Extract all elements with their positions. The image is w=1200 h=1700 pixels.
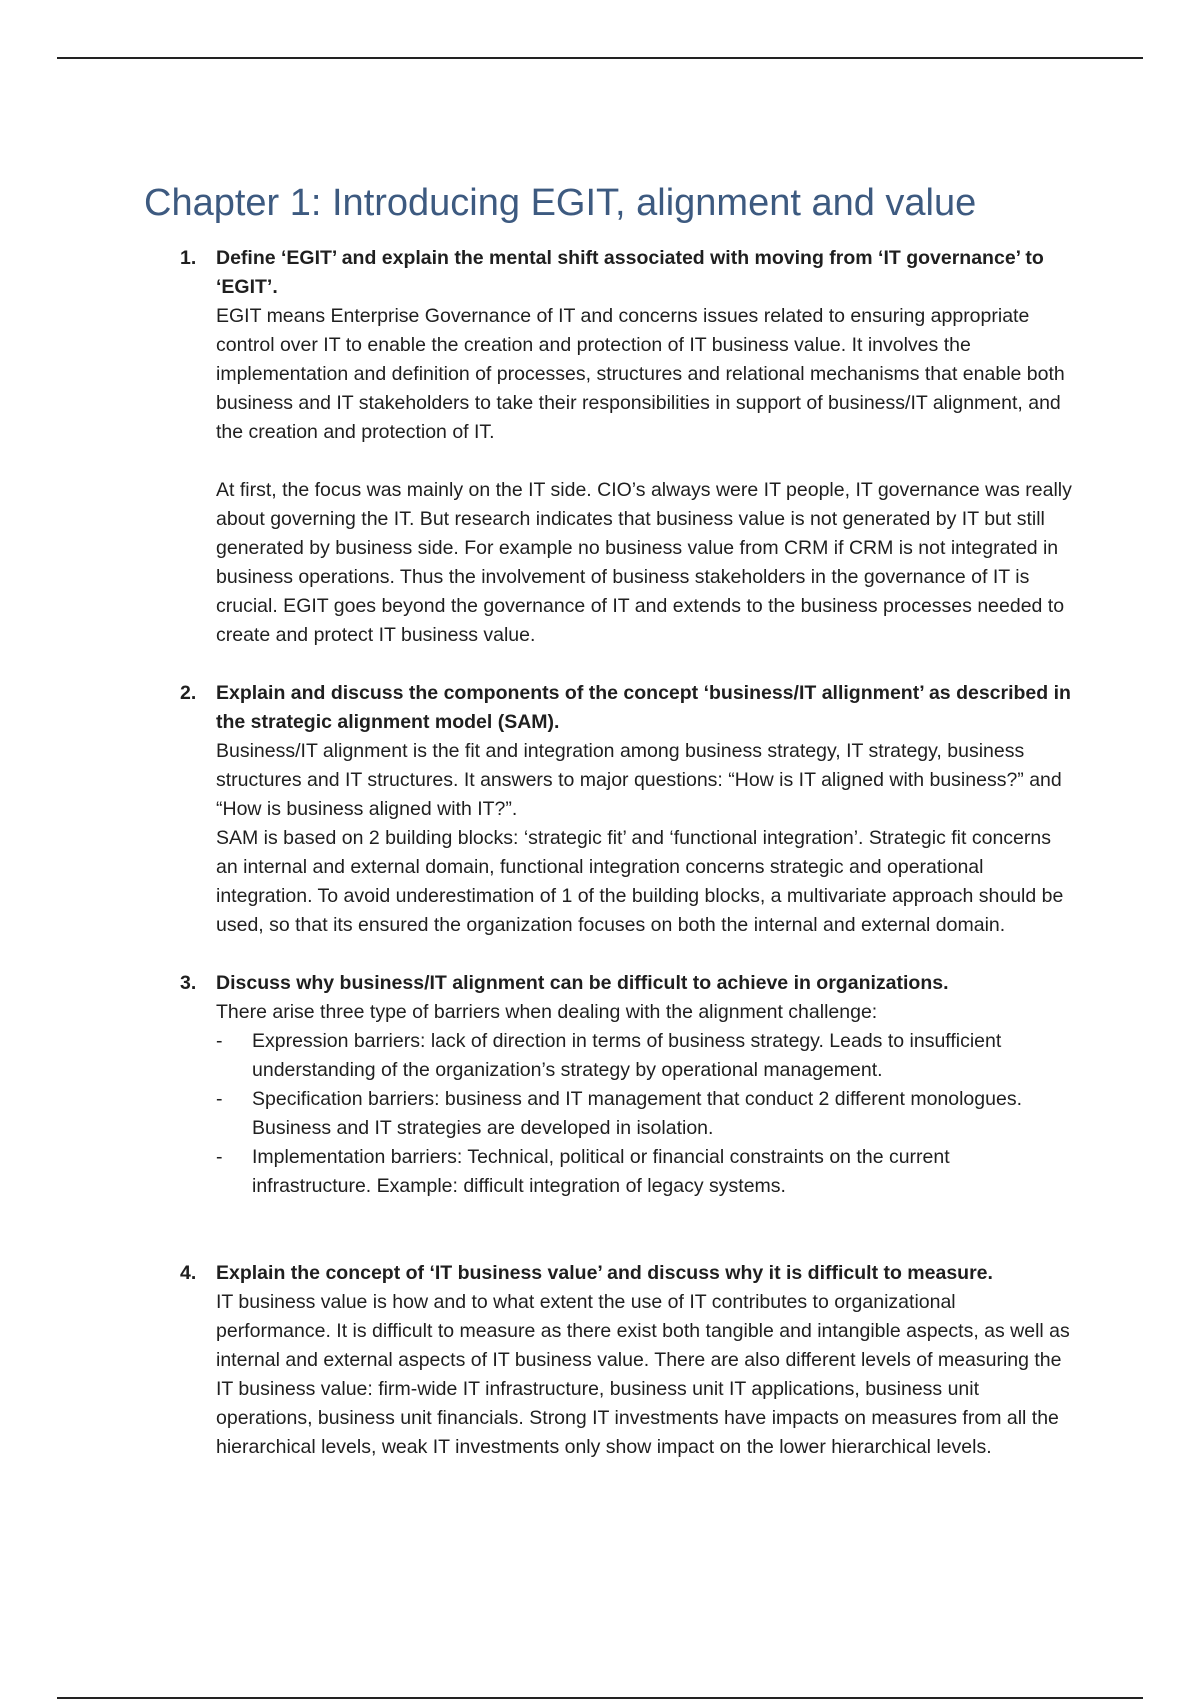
list-item-text: Specification barriers: business and IT management that conduct 2 different monologues. Business and IT strategies are developed in isolation. bbox=[252, 1088, 1022, 1139]
list-item bbox=[216, 1143, 1074, 1201]
answer-paragraph: Business/IT alignment is the fit and integration among business strategy, IT strategy, business structures and IT structures. It answers to major questions: “How is IT aligned with business?” and “How is business aligned with IT?”. bbox=[216, 740, 1062, 820]
list-item-text: Expression barriers: lack of direction in terms of business strategy. Leads to insufficient understanding of the organization’s strategy by operational management. bbox=[252, 1030, 1002, 1081]
question-1 bbox=[144, 244, 1074, 650]
question-title: Explain and discuss the components of the concept ‘business/IT allignment’ as described in the strategic alignment model (SAM). bbox=[216, 682, 1071, 733]
answer-paragraph: At first, the focus was mainly on the IT side. CIO’s always were IT people, IT governance was really about governing the IT. But research indicates that business value is not generated by IT but still generated by business side. For example no business value from CRM if CRM is not integrated in business operations. Thus the involvement of business stakeholders in the governance of IT is crucial. EGIT goes beyond the governance of IT and extends to the business processes needed to create and protect IT business value. bbox=[216, 479, 1072, 646]
list-item bbox=[216, 1085, 1074, 1143]
page-content bbox=[144, 176, 1074, 1462]
question-number: 3. bbox=[180, 972, 197, 994]
question-number: 1. bbox=[180, 247, 197, 269]
chapter-title: Chapter 1: Introducing EGIT, alignment and value bbox=[144, 182, 977, 224]
answer-intro: There arise three type of barriers when dealing with the alignment challenge: bbox=[216, 1001, 878, 1023]
question-title: Define ‘EGIT’ and explain the mental shift associated with moving from ‘IT governance’ to ‘EGIT’. bbox=[216, 247, 1044, 298]
answer-paragraph: SAM is based on 2 building blocks: ‘strategic fit’ and ‘functional integration’. Strategic fit concerns an internal and external domain, functional integration concerns strategic and operational integration. To avoid underestimation of 1 of the building blocks, a multivariate approach should be used, so that its ensured the organization focuses on both the internal and external domain. bbox=[216, 827, 1064, 936]
question-2 bbox=[144, 679, 1074, 940]
dash-bullet: - bbox=[216, 1088, 223, 1110]
footer-rule bbox=[57, 1697, 1143, 1699]
question-title: Explain the concept of ‘IT business value’ and discuss why it is difficult to measure. bbox=[216, 1262, 993, 1284]
answer-paragraph: IT business value is how and to what extent the use of IT contributes to organizational performance. It is difficult to measure as there exist both tangible and intangible aspects, as well as internal and external aspects of IT business value. There are also different levels of measuring the IT business value: firm-wide IT infrastructure, business unit IT applications, business unit operations, business unit financials. Strong IT investments have impacts on measures from all the hierarchical levels, weak IT investments only show impact on the lower hierarchical levels. bbox=[216, 1291, 1070, 1458]
barrier-list bbox=[216, 1027, 1074, 1201]
list-item-text: Implementation barriers: Technical, political or financial constraints on the current infrastructure. Example: difficult integration of legacy systems. bbox=[252, 1146, 950, 1197]
list-item bbox=[216, 1027, 1074, 1085]
question-title: Discuss why business/IT alignment can be difficult to achieve in organizations. bbox=[216, 972, 949, 994]
header-rule bbox=[57, 57, 1143, 59]
question-3 bbox=[144, 969, 1074, 1201]
question-4 bbox=[144, 1259, 1074, 1462]
question-number: 4. bbox=[180, 1262, 197, 1284]
dash-bullet: - bbox=[216, 1030, 223, 1052]
dash-bullet: - bbox=[216, 1146, 223, 1168]
question-number: 2. bbox=[180, 682, 197, 704]
answer-paragraph: EGIT means Enterprise Governance of IT and concerns issues related to ensuring appropriate control over IT to enable the creation and protection of IT business value. It involves the implementation and definition of processes, structures and relational mechanisms that enable both business and IT stakeholders to take their responsibilities in support of business/IT alignment, and the creation and protection of IT. bbox=[216, 305, 1065, 443]
